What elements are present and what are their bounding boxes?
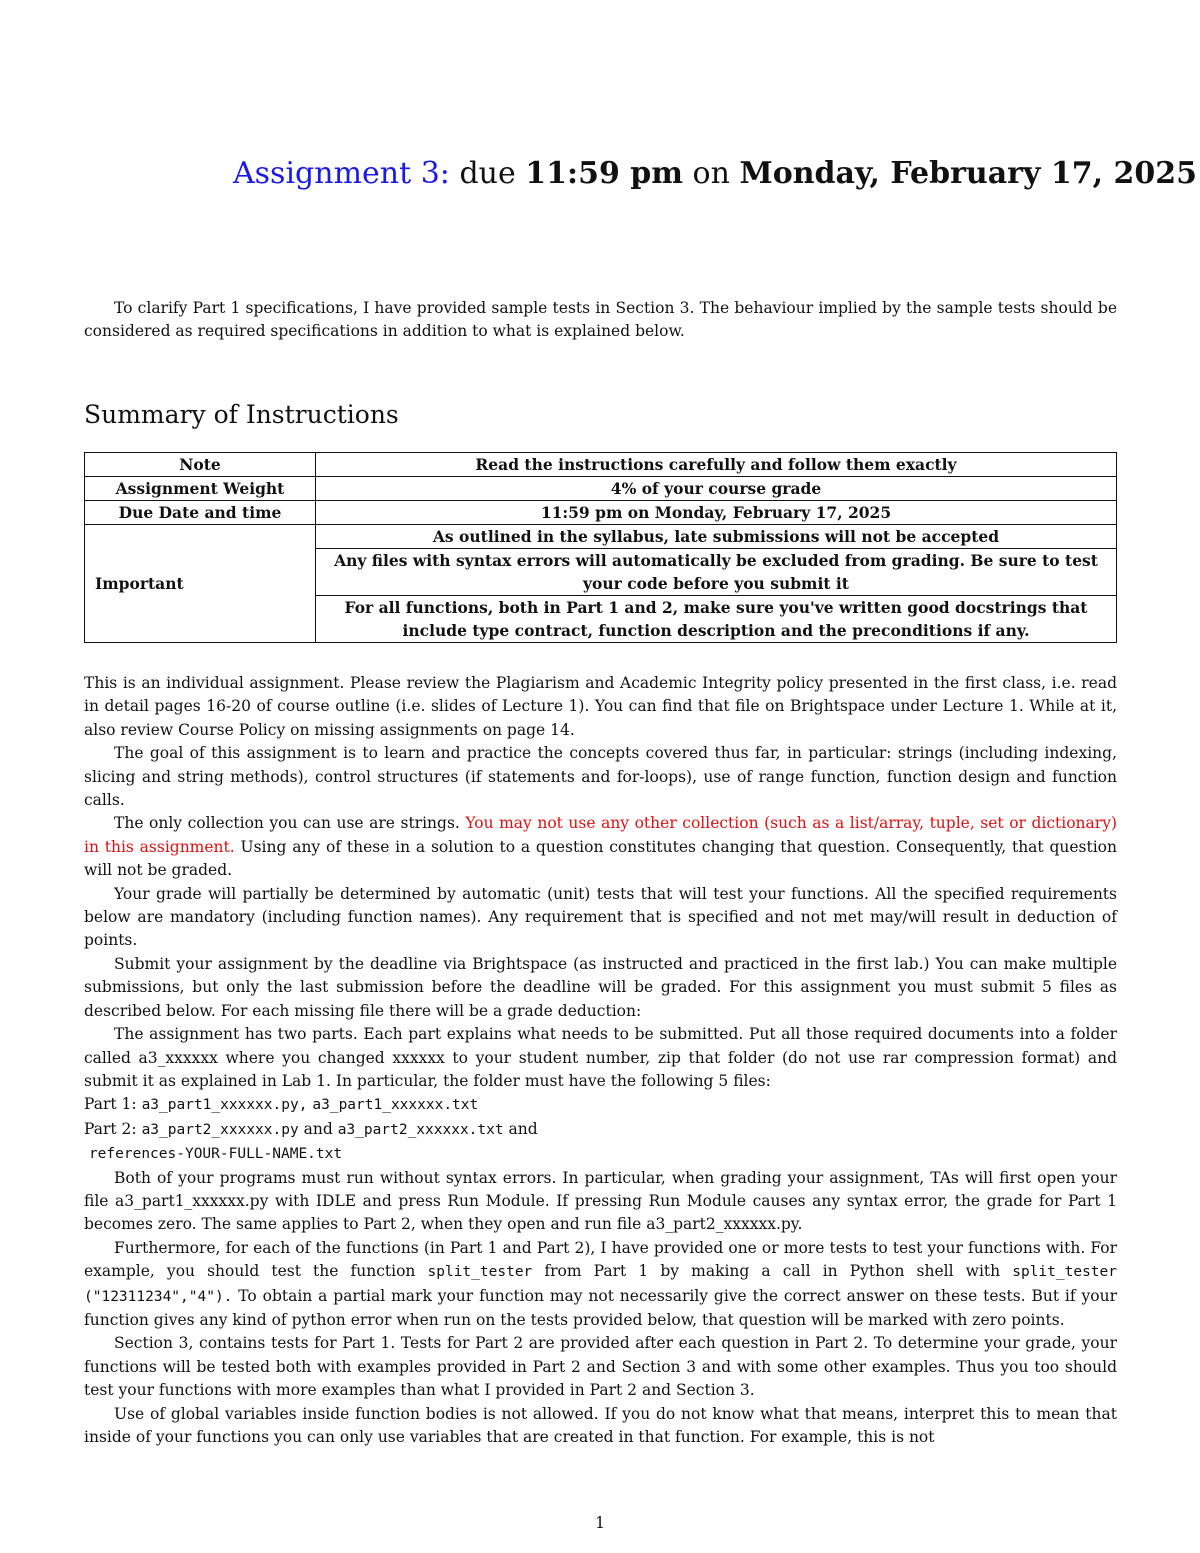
weight-label: Assignment Weight xyxy=(85,477,316,501)
page-title xyxy=(233,154,1197,194)
tests-text-a: Furthermore, for each of the functions (in Part 1 and Part 2), I have provided one or more tests to test your functions with. For example, you should test the function xyxy=(84,1238,1117,1281)
section3-paragraph: Section 3, contains tests for Part 1. Tests for Part 2 are provided after each question in Part 2. To determine your grade, your functions will be tested both with examples provided in Part 2 and Section 3 and with some other examples. Thus you too should test your functions with more examples than what I provided in Part 2 and Section 3. xyxy=(84,1334,1117,1400)
parts-paragraph: The assignment has two parts. Each part explains what needs to be submitted. Put all those required documents into a folder called a3_xxxxxx where you changed xxxxxx to your student number, zip that folder (do not use rar compression format) and submit it as explained in Lab 1. In particular, the folder must have the following 5 files: xyxy=(84,1025,1117,1090)
note-value: Read the instructions carefully and follow them exactly xyxy=(316,453,1117,477)
syntax-paragraph: Both of your programs must run without syntax errors. In particular, when grading your assignment, TAs will first open your file a3_part1_xxxxxx.py with IDLE and press Run Module. If pressing Run Module causes any syntax error, the grade for Part 1 becomes zero. The same applies to Part 2, when they open and run file a3_part2_xxxxxx.py. xyxy=(84,1168,1117,1234)
files-references-line xyxy=(84,1142,1117,1166)
table-row xyxy=(85,477,1117,501)
important-late-policy: As outlined in the syllabus, late submissions will not be accepted xyxy=(316,525,1117,549)
docstrings-text-and: and xyxy=(624,598,657,617)
tests-paragraph xyxy=(84,1237,1117,1333)
title-assignment-label: Assignment 3: xyxy=(233,156,450,191)
intro-paragraph: To clarify Part 1 specifications, I have provided sample tests in Section 3. The behaviour implied by the sample tests should be considered as required specifications in addition to what is explained below. xyxy=(84,299,1117,340)
title-due-time: 11:59 pm xyxy=(525,156,683,191)
tests-code-function: split_tester xyxy=(427,1264,533,1281)
table-row xyxy=(85,525,1117,549)
summary-heading: Summary of Instructions xyxy=(84,400,399,429)
title-on-word: on xyxy=(692,156,730,191)
files-part2-and2: and xyxy=(508,1119,538,1138)
docstrings-text-e: make sure you've written good docstrings that include type contract, function description and the preconditions if any. xyxy=(402,598,1088,640)
table-row xyxy=(85,501,1117,525)
tests-text-b: from Part 1 by making a call in Python shell with xyxy=(544,1262,1001,1281)
summary-table xyxy=(84,452,1117,643)
tests-code-call: split_tester ("12311234","4"). xyxy=(84,1264,1117,1305)
integrity-paragraph: This is an individual assignment. Please review the Plagiarism and Academic Integrity policy presented in the first class, i.e. read in detail pages 16-20 of course outline (i.e. slides of Lecture 1). You can find that file on Brightspace under Lecture 1. While at it, also review Course Policy on missing assignments on page 14. xyxy=(84,674,1117,739)
files-part2-line xyxy=(84,1118,1117,1142)
tests-text-c: To obtain a partial mark your function may not necessarily give the correct answer on these tests. But if your function gives any kind of python error when run on the tests provided below, that question will be marked with zero points. xyxy=(84,1286,1117,1329)
submission-paragraph: Submit your assignment by the deadline via Brightspace (as instructed and practiced in the first lab.) You can make multiple submissions, but only the last submission before the deadline will be graded. For this assignment you must submit 5 files as described below. For each missing file there will be a grade deduction: xyxy=(84,954,1117,1020)
weight-value: 4% of your course grade xyxy=(316,477,1117,501)
due-label: Due Date and time xyxy=(85,501,316,525)
collection-warning: You may not use any other collection (such as a list/array, tuple, set or dictionary) in this assignment. xyxy=(84,814,1117,856)
files-part1-label: Part 1: xyxy=(84,1095,137,1114)
files-part1-line xyxy=(84,1093,1117,1117)
file-part2-txt: a3_part2_xxxxxx.txt xyxy=(337,1121,504,1138)
table-row xyxy=(85,453,1117,477)
goal-paragraph: The goal of this assignment is to learn and practice the concepts covered thus far, in particular: strings (including indexing, slicing and string methods), control structures (if statements and for-loops), use of range function, function design and function calls. xyxy=(84,744,1117,810)
assignment-body xyxy=(84,672,1117,1449)
important-docstrings xyxy=(316,596,1117,643)
file-part1-py: a3_part1_xxxxxx.py, xyxy=(141,1097,308,1114)
page-number: 1 xyxy=(595,1514,605,1532)
docstrings-part2: 2, xyxy=(661,598,679,617)
grading-paragraph: Your grade will partially be determined by automatic (unit) tests that will test your functions. All the specified requirements below are mandatory (including function names). Any requirement that is specified and not met may/will result in deduction of points. xyxy=(84,884,1117,950)
collection-text-b: Using any of these in a solution to a question constitutes changing that question. Consequently, that question will not be graded. xyxy=(84,837,1117,880)
file-part1-txt: a3_part1_xxxxxx.txt xyxy=(312,1097,479,1114)
files-part2-and: and xyxy=(303,1119,333,1138)
collection-paragraph xyxy=(84,812,1117,882)
note-label: Note xyxy=(85,453,316,477)
important-label: Important xyxy=(85,525,316,643)
collection-text-a: The only collection you can use are strings. xyxy=(114,814,460,833)
title-due-word: due xyxy=(459,156,516,191)
files-part2-label: Part 2: xyxy=(84,1119,137,1138)
docstrings-text-a: For all functions, both in xyxy=(344,598,561,617)
important-syntax-errors: Any files with syntax errors will automatically be excluded from grading. Be sure to test your code before you submit it xyxy=(316,549,1117,596)
file-references: references-YOUR-FULL-NAME.txt xyxy=(88,1146,343,1163)
file-part2-py: a3_part2_xxxxxx.py xyxy=(141,1121,299,1138)
due-value: 11:59 pm on Monday, February 17, 2025 xyxy=(316,501,1117,525)
docstrings-part1: Part 1 xyxy=(566,598,619,617)
title-due-date: Monday, February 17, 2025 xyxy=(739,156,1197,191)
globals-paragraph: Use of global variables inside function bodies is not allowed. If you do not know what that means, interpret this to mean that inside of your functions you can only use variables that are created in that function. For example, this is not xyxy=(84,1404,1117,1446)
